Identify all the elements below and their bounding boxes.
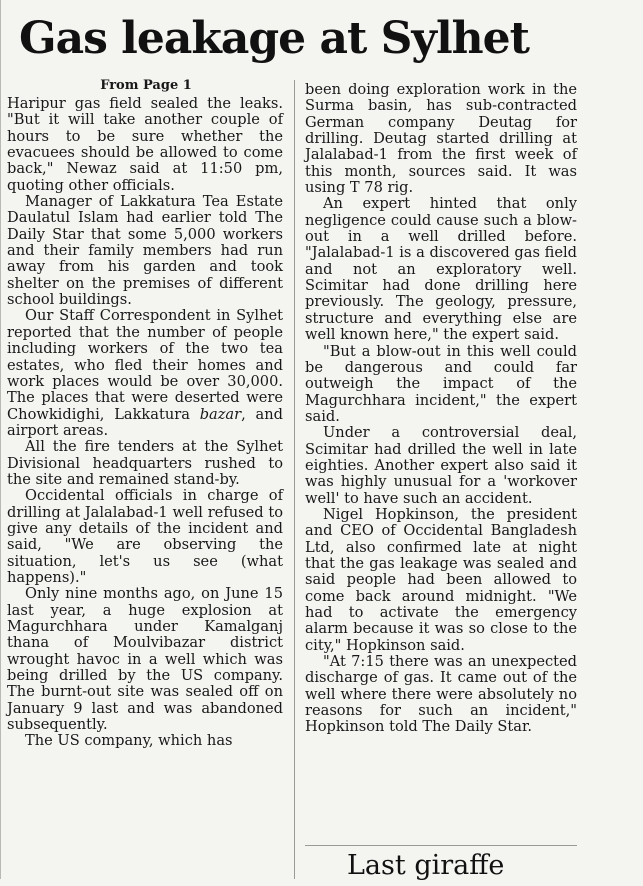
paragraph: Only nine months ago, on June 15 last year, a huge explosion at Magurchhara under Kamalganj thana of Moulvibazar district wrought havoc in a well which was being drilled by the US company. The burnt-out site was sealed off on January 9 last and was abandoned subsequently.	[7, 585, 283, 734]
paragraph: "At 7:15 there was an unexpected discharge of gas. It came out of the well where there were absolutely no reasons for such an incident," Hopkinson told The Daily Star.	[305, 653, 577, 736]
paragraph: Manager of Lakkatura Tea Estate Daulatul Islam had earlier told The Daily Star that some 5,000 workers and their family members had run away from his garden and took shelter on the premises of different school buildings.	[7, 193, 283, 309]
paragraph: "But a blow-out in this well could be dangerous and could far outweigh the impact of the Magurchhara incident," the expert said.	[305, 342, 577, 425]
continued-from-label: From Page 1	[100, 78, 192, 93]
paragraph: An expert hinted that only negligence could cause such a blow-out in a well drilled before. "Jalalabad-1 is a discovered gas field and not an exploratory well. Scimitar had done drilling here previously. The geology, pressure, structure and everything else are well known here," the expert said.	[305, 195, 577, 344]
paragraph: Under a controversial deal, Scimitar had drilled the well in late eighties. Another expert also said it was highly unusual for a 'workover well' to have such an accident.	[305, 424, 577, 507]
paragraph: The US company, which has	[25, 732, 233, 750]
paragraph: All the fire tenders at the Sylhet Divisional headquarters rushed to the site and remained stand-by.	[7, 438, 283, 488]
article-column-left	[7, 78, 283, 750]
italic-term: bazar	[199, 405, 242, 423]
article-column-right	[305, 82, 577, 736]
paragraph: Occidental officials in charge of drilling at Jalalabad-1 well refused to give any details of the incident and said, "We are observing the situation, let's us see (what happens)."	[7, 487, 283, 586]
paragraph: been doing exploration work in the Surma basin, has sub-contracted German company Deutag for drilling. Deutag started drilling at Jalalabad-1 from the first week of this month, sources said. It was using T 78 rig.	[305, 81, 577, 197]
next-article-headline: Last giraffe	[347, 850, 505, 881]
article-headline: Gas leakage at Sylhet	[19, 13, 529, 64]
paragraph: Haripur gas field sealed the leaks. "But it will take another couple of hours to be sure whether the evacuees should be allowed to come back," Newaz said at 11:50 pm, quoting other officials.	[7, 95, 283, 194]
paragraph: Nigel Hopkinson, the president and CEO of Occidental Bangladesh Ltd, also confirmed late at night that the gas leakage was sealed and said people had been allowed to come back around midnight. "We had to activate the emergency alarm because it was so close to the city," Hopkinson said.	[305, 505, 577, 654]
column-divider	[294, 80, 295, 879]
paragraph: Our Staff Correspondent in Sylhet reported that the number of people including workers of the two tea estates, who fled their homes and work places would be over 30,000. The places that were deserted were Chowkidighi, Lakkatura bazar, and airport areas.	[7, 307, 283, 439]
